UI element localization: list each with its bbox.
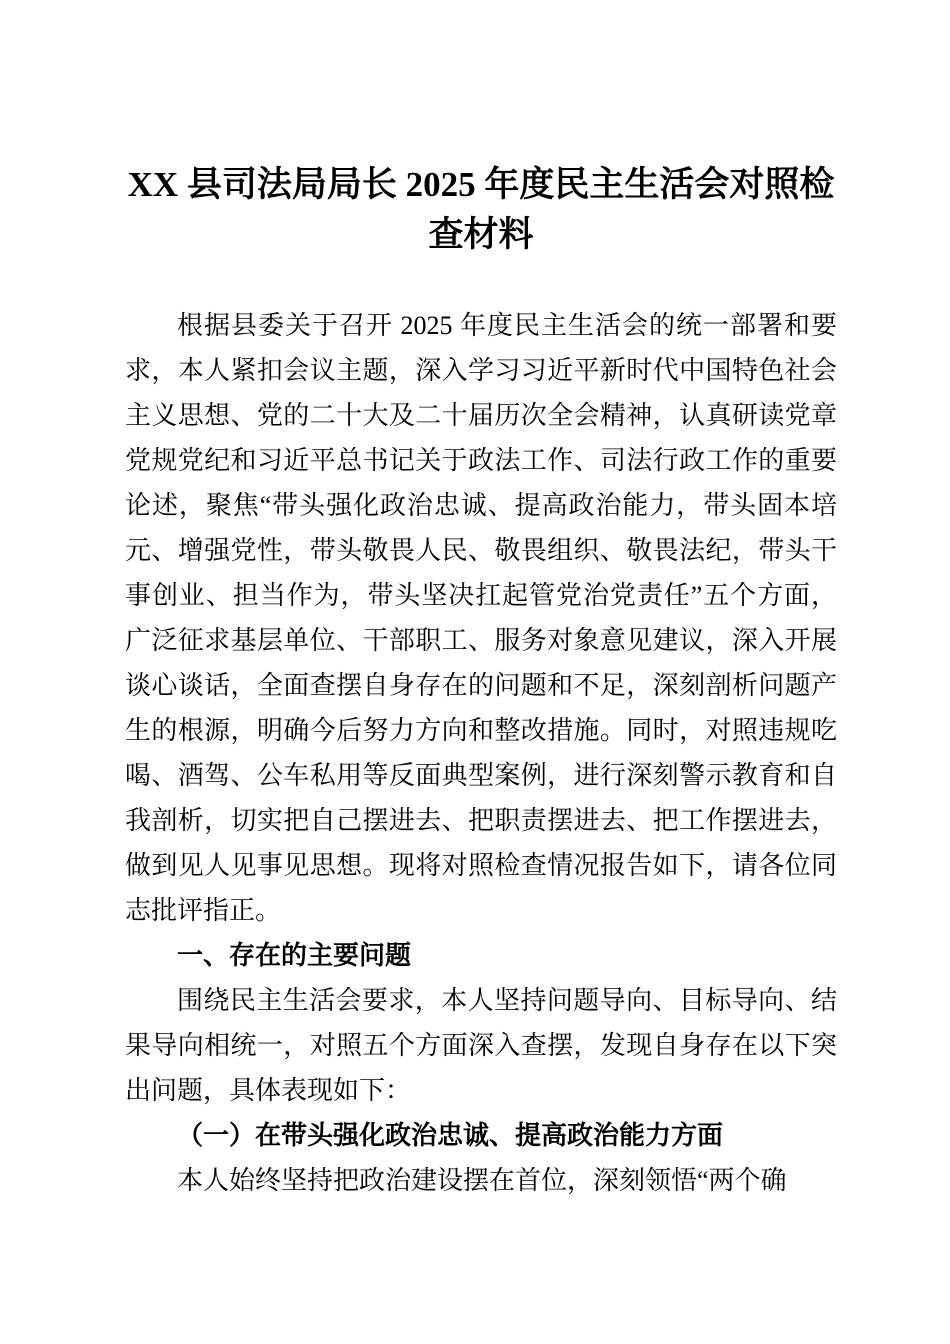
paragraph-problems-overview: 围绕民主生活会要求，本人坚持问题导向、目标导向、结果导向相统一，对照五个方面深入查摆，发现自身存在以下突出问题，具体表现如下： [125,986,837,1105]
document-title: XX 县司法局局长 2025 年度民主生活会对照检查材料 [127,165,835,254]
subsection-heading-political-loyalty: （一）在带头强化政治忠诚、提高政治能力方面 [177,1121,724,1150]
paragraph-political-building: 本人始终坚持把政治建设摆在首位，深刻领悟“两个确 [177,1166,787,1195]
paragraph-intro: 根据县委关于召开 2025 年度民主生活会的统一部署和要求，本人紧扣会议主题，深入学习习近平新时代中国特色社会主义思想、党的二十大及二十届历次全会精神，认真研读党章党规党纪和习近平总书记关于政法工作、司法行政工作的重要论述，聚焦“带头强化政治忠诚、提高政治能力，带头固本培元、增强党性，带头敬畏人民、敬畏组织、敬畏法纪，带头干事创业、担当作为，带头坚决扛起管党治党责任”五个方面，广泛征求基层单位、干部职工、服务对象意见建议，深入开展谈心谈话，全面查摆自身存在的问题和不足，深刻剖析问题产生的根源，明确今后努力方向和整改措施。同时，对照违规吃喝、酒驾、公车私用等反面典型案例，进行深刻警示教育和自我剖析，切实把自己摆进去、把职责摆进去、把工作摆进去，做到见人见事见思想。现将对照检查情况报告如下，请各位同志批评指正。 [125,311,837,925]
section-heading-main-problems: 一、存在的主要问题 [177,940,412,970]
